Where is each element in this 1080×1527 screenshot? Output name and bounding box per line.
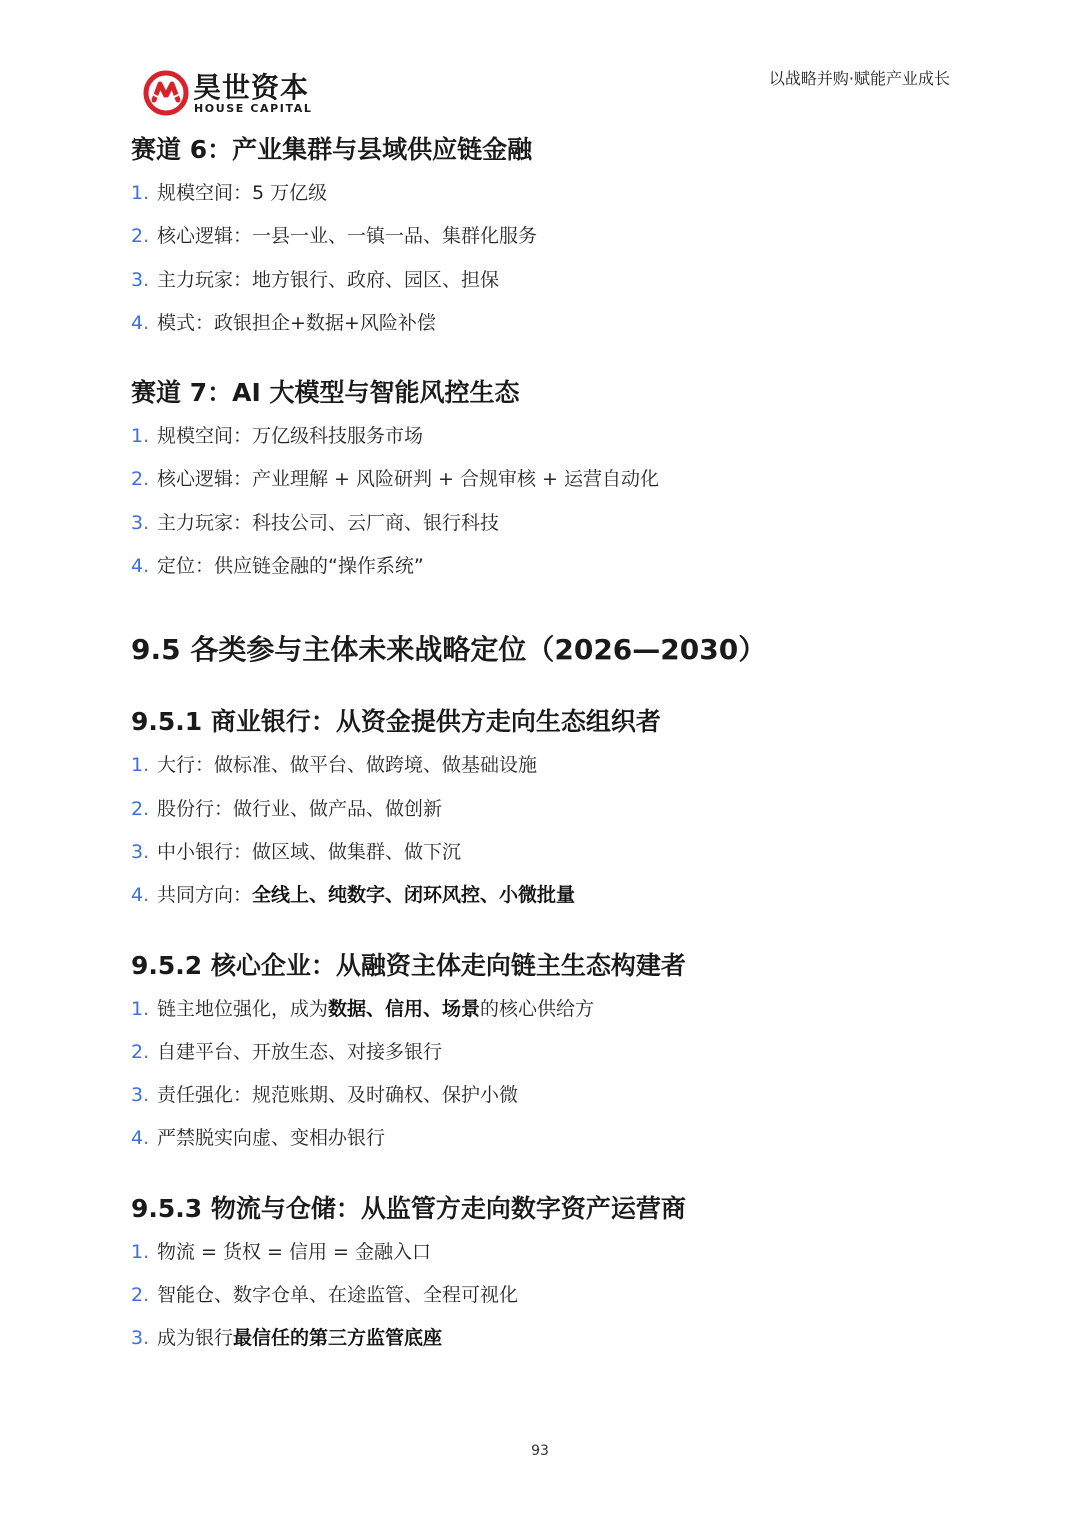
list-text: 核心逻辑：一县一业、一镇一品、集群化服务 — [157, 225, 538, 248]
list-number: 3. — [131, 840, 150, 863]
section-9-5-1-list — [131, 744, 951, 917]
list-text: 模式：政银担企+数据+风险补偿 — [157, 311, 436, 334]
list-item — [131, 502, 951, 545]
list-number: 1. — [131, 182, 150, 204]
track-7-heading: 赛道 7：AI 大模型与智能风控生态 — [131, 378, 520, 408]
list-item — [131, 415, 951, 458]
list-number: 2. — [131, 1284, 150, 1307]
list-text-emphasis: 数据、信用、场景 — [328, 997, 481, 1020]
track-6-heading: 赛道 6：产业集群与县域供应链金融 — [131, 135, 533, 164]
list-number: 4. — [131, 311, 150, 334]
list-number: 1. — [131, 754, 150, 777]
list-text: 主力玩家：地方银行、政府、园区、担保 — [157, 268, 500, 291]
list-number: 1. — [131, 997, 150, 1020]
list-text: 中小银行：做区域、做集群、做下沉 — [157, 840, 462, 863]
list-text: 定位：供应链金融的“操作系统” — [157, 555, 424, 578]
list-text: 物流 = 货权 = 信用 = 金融入口 — [157, 1240, 431, 1263]
list-number: 4. — [131, 884, 150, 907]
list-number: 3. — [131, 1084, 150, 1107]
list-item — [131, 744, 951, 787]
list-text: 规模空间：万亿级科技服务市场 — [157, 425, 424, 448]
list-text-emphasis: 全线上、纯数字、闭环风控、小微批量 — [252, 884, 576, 907]
list-text-suffix: 的核心供给方 — [480, 997, 595, 1020]
list-number: 3. — [131, 511, 150, 534]
list-text: 自建平台、开放生态、对接多银行 — [157, 1040, 443, 1063]
list-text-emphasis: 最信任的第三方监管底座 — [233, 1327, 443, 1350]
list-number: 3. — [131, 268, 150, 291]
page-header — [0, 0, 1080, 130]
list-item — [131, 1317, 951, 1360]
list-item — [131, 259, 951, 302]
list-text: 智能仓、数字仓单、在途监管、全程可视化 — [157, 1284, 519, 1307]
section-9-5-1-heading: 9.5.1 商业银行：从资金提供方走向生态组织者 — [131, 707, 661, 737]
house-capital-logo-icon — [143, 70, 189, 116]
list-text-prefix: 成为银行 — [157, 1327, 234, 1350]
page-content — [131, 128, 951, 1361]
section-9-5-3-list — [131, 1231, 951, 1361]
list-number: 2. — [131, 797, 150, 820]
list-item — [131, 1117, 951, 1160]
list-number: 1. — [131, 425, 150, 448]
list-item — [131, 1274, 951, 1317]
list-text: 核心逻辑：产业理解 + 风险研判 + 合规审核 + 运营自动化 — [157, 468, 659, 491]
list-number: 4. — [131, 1127, 150, 1150]
list-item — [131, 458, 951, 501]
track-7-list — [131, 415, 951, 588]
list-item — [131, 874, 951, 917]
list-item — [131, 545, 951, 588]
page-number: 93 — [531, 1443, 549, 1459]
list-item — [131, 1074, 951, 1117]
list-item — [131, 788, 951, 831]
section-9-5-2-heading: 9.5.2 核心企业：从融资主体走向链主生态构建者 — [131, 950, 686, 980]
company-logo — [143, 70, 318, 120]
list-text: 责任强化：规范账期、及时确权、保护小微 — [157, 1084, 519, 1107]
list-item — [131, 1231, 951, 1274]
list-item — [131, 302, 951, 345]
list-text: 股份行：做行业、做产品、做创新 — [157, 797, 443, 820]
list-text: 严禁脱实向虚、变相办银行 — [157, 1127, 386, 1150]
list-item — [131, 988, 951, 1031]
list-number: 4. — [131, 555, 150, 578]
list-item — [131, 172, 951, 215]
list-item — [131, 831, 951, 874]
logo-english-name: HOUSE CAPITAL — [194, 102, 313, 115]
list-item — [131, 215, 951, 258]
list-text: 大行：做标准、做平台、做跨境、做基础设施 — [157, 754, 538, 777]
section-9-5-heading: 9.5 各类参与主体未来战略定位（2026—2030） — [131, 633, 767, 667]
list-number: 1. — [131, 1240, 150, 1263]
list-number: 2. — [131, 1040, 150, 1063]
section-9-5-2-list — [131, 988, 951, 1161]
list-text: 规模空间：5 万亿级 — [157, 182, 328, 204]
list-number: 2. — [131, 225, 150, 248]
list-number: 2. — [131, 468, 150, 491]
list-text-prefix: 链主地位强化，成为 — [157, 997, 329, 1020]
logo-chinese-name: 昊世资本 — [193, 71, 310, 104]
list-item — [131, 1031, 951, 1074]
list-text-prefix: 共同方向： — [157, 884, 253, 907]
section-9-5-3-heading: 9.5.3 物流与仓储：从监管方走向数字资产运营商 — [131, 1193, 686, 1223]
track-6-list — [131, 172, 951, 345]
list-number: 3. — [131, 1327, 150, 1350]
list-text: 主力玩家：科技公司、云厂商、银行科技 — [157, 511, 500, 534]
header-slogan: 以战略并购·赋能产业成长 — [768, 69, 950, 88]
